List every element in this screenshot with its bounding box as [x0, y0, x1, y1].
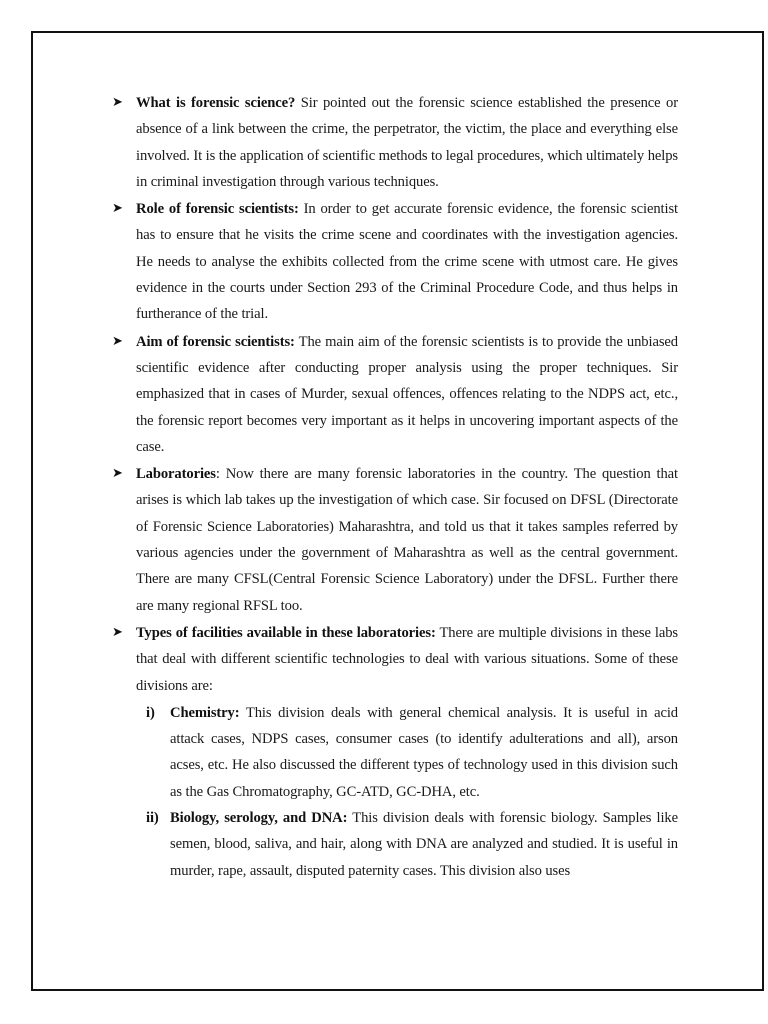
list-marker: ii) [146, 810, 159, 827]
sub-item-text: This division deals with general chemical analysis. It is useful in acid attack cases, NDPS cases, consumer cases (to identify adulterations and all), arson acses, etc. He also discussed the different types of technology used in this division such as the Gas Chromatography, GC-ATD, GC-DHA, etc. [170, 704, 678, 800]
bullet-text: The main aim of the forensic scientists is to provide the unbiased scientific evidence after conducting proper analysis using the proper techniques. Sir emphasized that in cases of Murder, sexual offences, offences relating to the NDPS act, etc., the forensic report becomes very important as it helps in uncovering important aspects of the case. [136, 333, 678, 455]
arrow-bullet-icon: ➤ [112, 333, 123, 349]
bullet-heading: What is forensic science? [136, 95, 296, 111]
arrow-bullet-icon: ➤ [112, 466, 123, 482]
list-marker: i) [146, 704, 155, 721]
bullet-item-forensic-science [108, 90, 678, 195]
sub-item-chemistry [108, 700, 678, 805]
bullet-heading: Laboratories [136, 466, 216, 483]
arrow-bullet-icon: ➤ [112, 201, 123, 217]
bullet-text: In order to get accurate forensic evidence, the forensic scientist has to ensure that he visits the crime scene and coordinates with the investigation agencies. He needs to analyse the exhibits collected from the crime scene with utmost care. He gives evidence in the courts under Section 293 of the Criminal Procedure Code, and thus helps in furtherance of the trial. [136, 201, 678, 323]
sub-item-heading: Biology, serology, and DNA: [170, 810, 348, 827]
bullet-heading: Aim of forensic scientists: [136, 333, 295, 350]
bullet-heading: Role of forensic scientists: [136, 201, 299, 218]
sub-item-biology [108, 805, 678, 884]
divisions-list [108, 700, 678, 884]
bullet-text: There are multiple divisions in these labs that deal with different scientific technologies to deal with various situations. Some of these divisions are: [136, 624, 678, 694]
sub-item-text: This division deals with forensic biology. Samples like semen, blood, saliva, and hair, along with DNA are analyzed and studied. It is useful in murder, rape, assault, disputed paternity cases. This division also uses [170, 810, 678, 879]
arrow-bullet-icon: ➤ [112, 624, 123, 640]
sub-item-heading: Chemistry: [170, 704, 240, 721]
document-body [108, 90, 678, 884]
bullet-text: : Now there are many forensic laboratories in the country. The question that arises is which lab takes up the investigation of which case. Sir focused on DFSL (Directorate of Forensic Science Laboratories) Maharashtra, and told us that it takes samples referred by various agencies under the government of Maharashtra as well as the central government. There are many CFSL(Central Forensic Science Laboratory) under the DFSL. Further there are many regional RFSL too. [136, 466, 678, 614]
bullet-text: Sir pointed out the forensic science established the presence or absence of a link between the crime, the perpetrator, the victim, the place and everything else involved. It is the application of scientific methods to legal procedures, which ultimately helps in criminal investigation through various techniques. [136, 95, 678, 190]
bullet-item-types-of-facilities [108, 620, 678, 699]
arrow-bullet-icon: ➤ [112, 95, 123, 110]
bullet-item-laboratories [108, 461, 678, 619]
bullet-heading: Types of facilities available in these laboratories: [136, 624, 436, 641]
bullet-item-aim-of-scientists [108, 329, 678, 460]
bullet-item-role-of-scientists [108, 196, 678, 327]
